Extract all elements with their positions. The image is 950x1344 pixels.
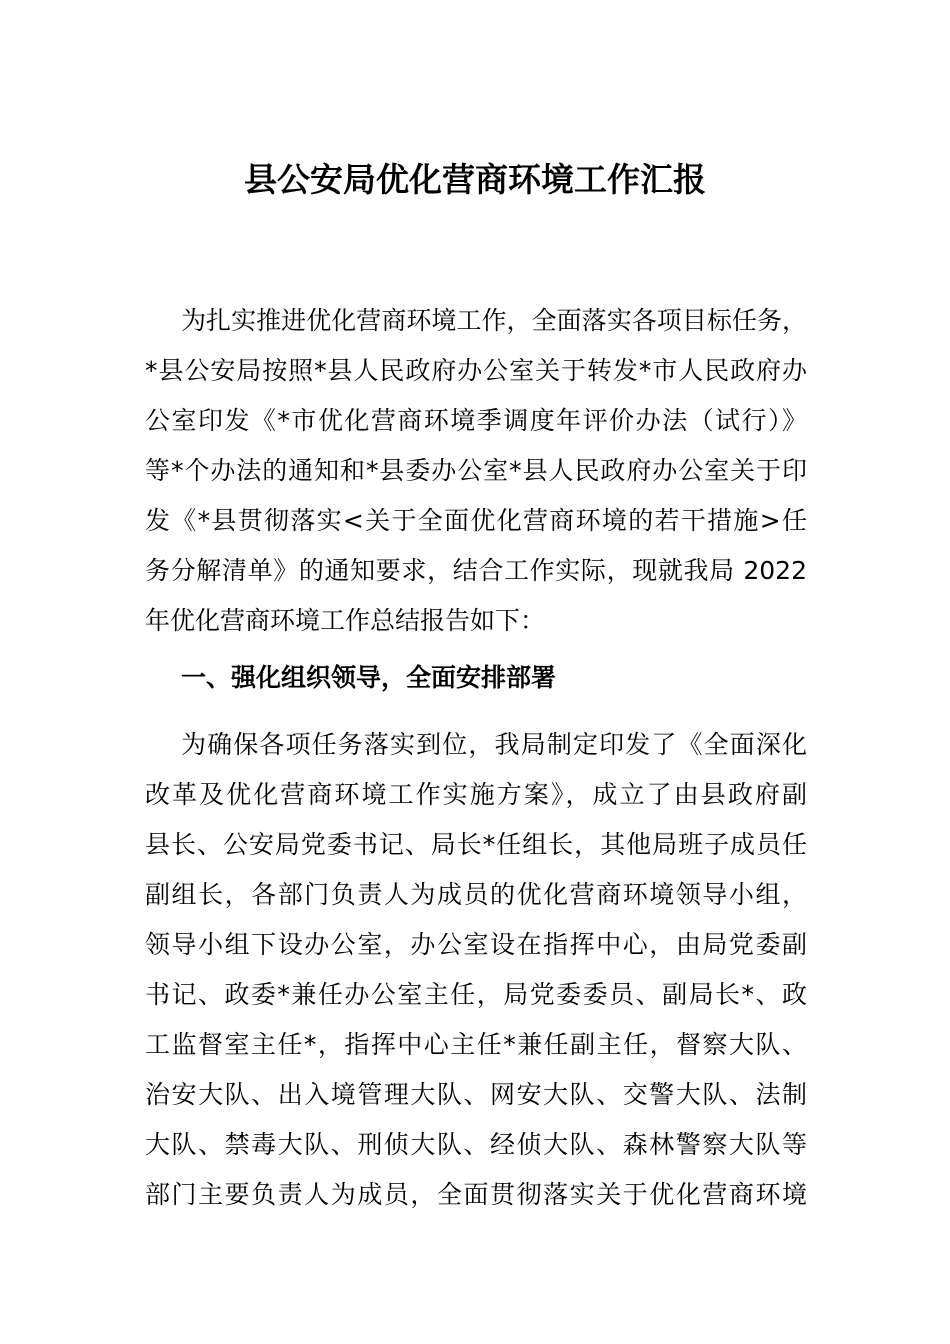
section-1-line-9: 大队、禁毒大队、刑侦大队、经侦大队、森林警察大队等 [145,1130,807,1159]
section-1-line-3: 县长、公安局党委书记、局长*任组长，其他局班子成员任 [145,830,807,859]
section-1-line-1: 为确保各项任务落实到位，我局制定印发了《全面深化 [181,730,807,759]
section-1-line-4: 副组长，各部门负责人为成员的优化营商环境领导小组， [145,880,807,909]
section-1-line-10: 部门主要负责人为成员，全面贯彻落实关于优化营商环境 [145,1180,807,1209]
intro-line-1: 为扎实推进优化营商环境工作，全面落实各项目标任务， [181,306,807,335]
document-title: 县公安局优化营商环境工作汇报 [244,160,706,199]
section-1-paragraph [145,720,807,1220]
section-1-line-5: 领导小组下设办公室，办公室设在指挥中心，由局党委副 [145,930,807,959]
section-1-line-2: 改革及优化营商环境工作实施方案》，成立了由县政府副 [145,780,807,809]
intro-line-7: 年优化营商环境工作总结报告如下： [145,606,546,635]
intro-line-6: 务分解清单》的通知要求，结合工作实际，现就我局 2022 [145,556,807,585]
section-1-heading: 一、强化组织领导，全面安排部署 [181,663,557,692]
intro-line-5: 发《*县贯彻落实<关于全面优化营商环境的若干措施>任 [145,506,807,535]
intro-line-4: 等*个办法的通知和*县委办公室*县人民政府办公室关于印 [145,456,807,485]
section-1-line-6: 书记、政委*兼任办公室主任，局党委委员、副局长*、政 [145,980,807,1009]
section-1-line-7: 工监督室主任*，指挥中心主任*兼任副主任，督察大队、 [145,1030,807,1059]
intro-line-3: 公室印发《*市优化营商环境季调度年评价办法（试行）》 [145,406,807,435]
intro-line-2: *县公安局按照*县人民政府办公室关于转发*市人民政府办 [145,356,807,385]
document-body [145,296,807,1220]
intro-paragraph [145,296,807,646]
section-1-line-8: 治安大队、出入境管理大队、网安大队、交警大队、法制 [145,1080,807,1109]
